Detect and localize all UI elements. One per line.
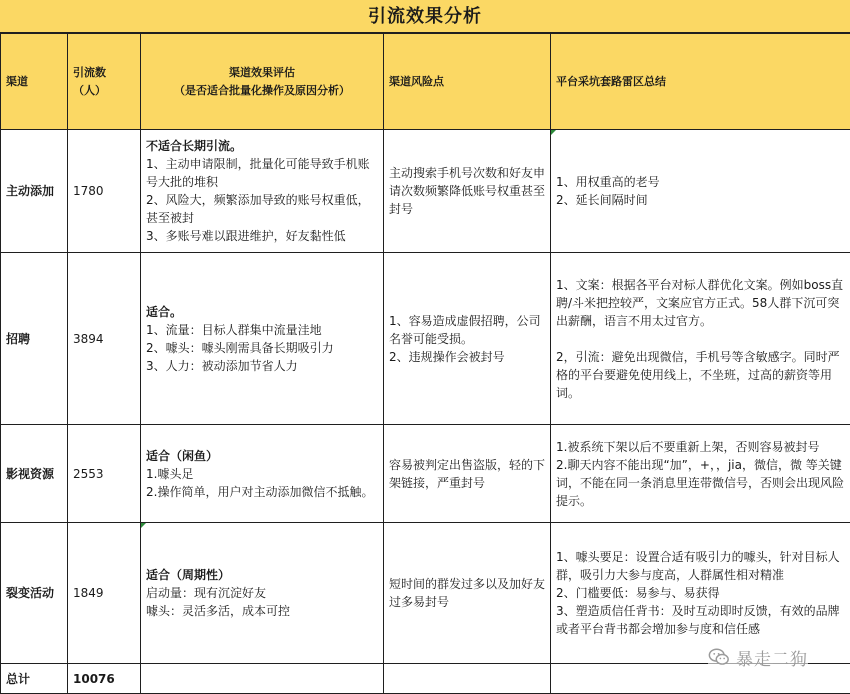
summary-line: 2.聊天内容不能出现“加”，+，，jia，微信，微 等关键词，不能在同一条消息里连带微信号，否则会出现风险提示。 (556, 456, 845, 510)
eval-line: 2、噱头：噱头刚需具备长期吸引力 (146, 339, 378, 357)
header-row (1, 34, 850, 130)
eval-line: 3、多账号难以跟进维护，好友黏性低 (146, 227, 378, 245)
empty-cell (384, 664, 551, 694)
analysis-table (0, 33, 850, 694)
summary-spacer (556, 330, 845, 348)
header-eval-line1: 渠道效果评估 (146, 64, 378, 82)
eval-line: 2、风险大，频繁添加导致的账号权重低，甚至被封 (146, 191, 378, 227)
comment-marker (141, 523, 146, 528)
eval-title: 不适合长期引流。 (146, 137, 378, 155)
table-row (1, 253, 850, 425)
eval-title: 适合（周期性） (146, 566, 378, 584)
watermark (708, 644, 808, 670)
eval-line: 2.操作简单，用户对主动添加微信不抵触。 (146, 483, 378, 501)
comment-marker (551, 130, 556, 135)
summary-line: 1、用权重高的老号 (556, 173, 845, 191)
eval-cell (141, 425, 384, 523)
summary-line: 1、噱头要足：设置合适有吸引力的噱头，针对目标人群，吸引力大参与度高，人群属性相对精准 (556, 548, 845, 584)
header-risk: 渠道风险点 (384, 34, 551, 130)
summary-line: 2、延长间隔时间 (556, 191, 845, 209)
risk-cell: 主动搜索手机号次数和好友申请次数频繁降低账号权重甚至封号 (384, 130, 551, 253)
summary-cell (551, 523, 850, 664)
header-channel: 渠道 (1, 34, 68, 130)
header-eval (141, 34, 384, 130)
channel-cell: 裂变活动 (1, 523, 68, 664)
count-cell: 1849 (68, 523, 141, 664)
eval-line: 噱头：灵活多活，成本可控 (146, 602, 378, 620)
sheet-title: 引流效果分析 (0, 0, 850, 33)
eval-title: 适合（闲鱼） (146, 447, 378, 465)
summary-cell (551, 253, 850, 425)
eval-line: 1、流量：目标人群集中流量洼地 (146, 321, 378, 339)
eval-cell (141, 253, 384, 425)
eval-cell (141, 130, 384, 253)
table-row (1, 425, 850, 523)
eval-cell (141, 523, 384, 664)
table-row (1, 130, 850, 253)
wechat-icon (708, 646, 730, 668)
summary-cell (551, 130, 850, 253)
risk-line: 1、容易造成虚假招聘，公司名誉可能受损。 (389, 312, 545, 348)
eval-line: 3、人力：被动添加节省人力 (146, 357, 378, 375)
channel-cell: 招聘 (1, 253, 68, 425)
eval-line: 1.噱头足 (146, 465, 378, 483)
header-count-line2: （人） (73, 82, 135, 100)
header-eval-line2: （是否适合批量化操作及原因分析） (146, 82, 378, 100)
eval-line: 启动量：现有沉淀好友 (146, 584, 378, 602)
total-count: 10076 (68, 664, 141, 694)
channel-cell: 主动添加 (1, 130, 68, 253)
risk-line: 2、违规操作会被封号 (389, 348, 545, 366)
watermark-text: 暴走二狗 (736, 645, 808, 670)
channel-cell: 影视资源 (1, 425, 68, 523)
risk-cell (384, 253, 551, 425)
summary-line: 3、塑造质信任背书：及时互动即时反馈，有效的品牌或者平台背书都会增加参与度和信任感 (556, 602, 845, 638)
summary-line: 2、门槛要低：易参与、易获得 (556, 584, 845, 602)
summary-line: 1、文案：根据各平台对标人群优化文案。例如boss直聘/斗米把控较严，文案应官方正式。58人群下沉可突出薪酬，语言不用太过官方。 (556, 276, 845, 330)
count-cell: 2553 (68, 425, 141, 523)
table-row (1, 523, 850, 664)
risk-cell: 短时间的群发过多以及加好友过多易封号 (384, 523, 551, 664)
risk-cell: 容易被判定出售盗版，轻的下架链接，严重封号 (384, 425, 551, 523)
summary-line: 1.被系统下架以后不要重新上架，否则容易被封号 (556, 438, 845, 456)
header-count (68, 34, 141, 130)
count-cell: 3894 (68, 253, 141, 425)
summary-cell (551, 425, 850, 523)
eval-line: 1、主动申请限制，批量化可能导致手机账号大批的堆积 (146, 155, 378, 191)
count-cell: 1780 (68, 130, 141, 253)
summary-line: 2，引流：避免出现微信，手机号等含敏感字。同时严格的平台要避免使用线上，不坐班，过高的薪资等用词。 (556, 348, 845, 402)
empty-cell (141, 664, 384, 694)
eval-title: 适合。 (146, 303, 378, 321)
header-summary: 平台采坑套路雷区总结 (551, 34, 850, 130)
total-label: 总计 (1, 664, 68, 694)
header-count-line1: 引流数 (73, 64, 135, 82)
